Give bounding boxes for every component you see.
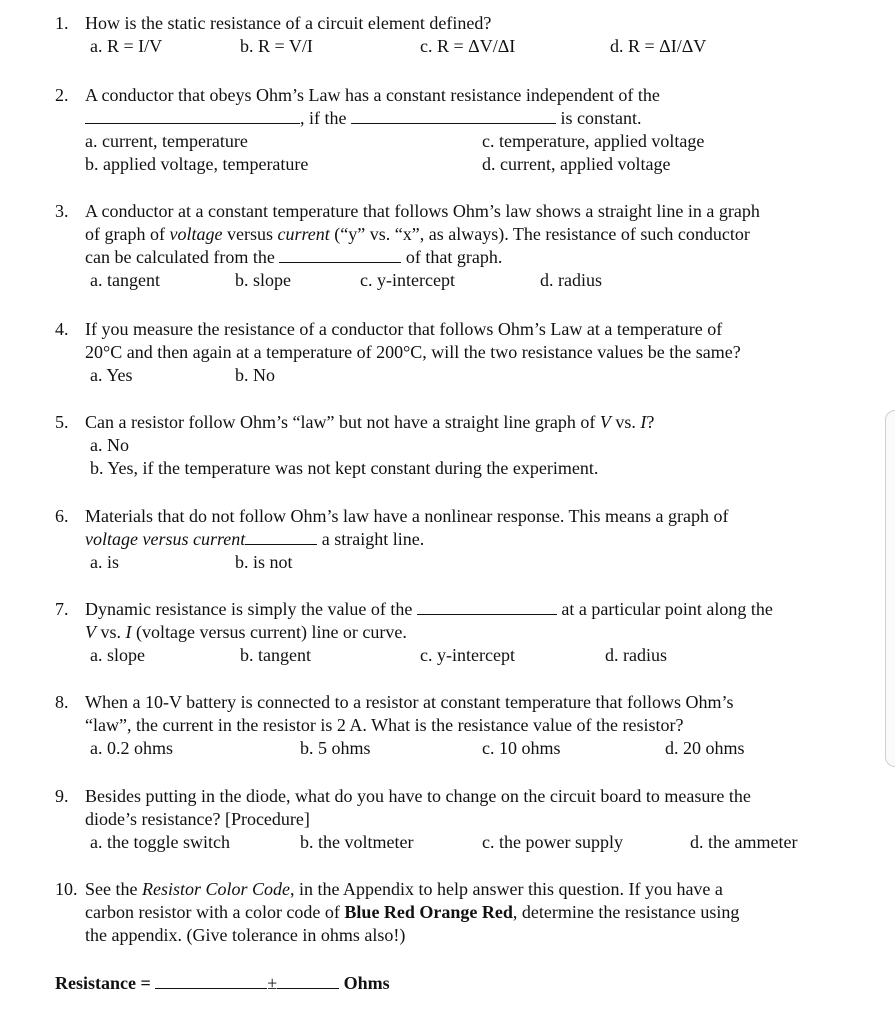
option-a[interactable]: a. Yes: [90, 365, 133, 385]
scrollbar[interactable]: [885, 410, 895, 767]
option-b[interactable]: b. applied voltage, temperature: [85, 154, 309, 174]
option-b[interactable]: b. 5 ohms: [300, 738, 371, 758]
option-b[interactable]: b. tangent: [240, 645, 311, 665]
question-3: 3. A conductor at a constant temperature that follows Ohm’s law shows a straight line in a graph of graph of voltage versus current (“y” vs. “x”, as always). The resistance of such conductor can be calculated from the of that graph. a. tangent b. slope c. y-intercept d. radius: [55, 200, 855, 292]
option-b[interactable]: b. No: [235, 365, 275, 385]
ohms-unit-label: Ohms: [343, 973, 390, 993]
answer-blank[interactable]: [279, 246, 401, 263]
question-4: 4. If you measure the resistance of a conductor that follows Ohm’s Law at a temperature of 20°C and then again at a temperature of 200°C, will the two resistance values be the same? a. Yes b. No: [55, 318, 855, 387]
question-text: Materials that do not follow Ohm’s law have a nonlinear response. This means a graph of: [85, 506, 729, 526]
question-text: See the Resistor Color Code, in the Appendix to help answer this question. If you have a: [85, 879, 723, 899]
option-a[interactable]: a. is: [90, 552, 119, 572]
option-d[interactable]: d. current, applied voltage: [482, 154, 671, 174]
option-c[interactable]: c. y-intercept: [420, 645, 515, 665]
option-b[interactable]: b. R = V/I: [240, 36, 313, 56]
question-number: 6.: [55, 506, 69, 526]
option-c[interactable]: c. the power supply: [482, 832, 623, 852]
question-number: 8.: [55, 692, 69, 712]
option-a[interactable]: a. tangent: [90, 270, 160, 290]
option-c[interactable]: c. y-intercept: [360, 270, 455, 290]
option-d[interactable]: d. 20 ohms: [665, 738, 745, 758]
question-number: 4.: [55, 319, 69, 339]
question-number: 9.: [55, 786, 69, 806]
option-d[interactable]: d. the ammeter: [690, 832, 798, 852]
options-row: [85, 737, 855, 760]
option-a[interactable]: a. No: [90, 435, 129, 455]
answer-blank[interactable]: [85, 107, 300, 124]
option-c[interactable]: c. temperature, applied voltage: [482, 131, 705, 151]
options-row: [85, 644, 855, 667]
answer-blank[interactable]: [417, 598, 557, 615]
plus-minus-sign: ±: [267, 973, 278, 993]
option-d[interactable]: d. R = ΔI/ΔV: [610, 36, 707, 56]
option-a[interactable]: a. current, temperature: [85, 131, 248, 151]
answer-blank[interactable]: [245, 528, 317, 545]
option-b[interactable]: b. slope: [235, 270, 291, 290]
options-row: [85, 269, 855, 292]
question-1: [55, 12, 855, 58]
option-a[interactable]: a. slope: [90, 645, 145, 665]
question-number: 10.: [55, 879, 78, 899]
options-row: [85, 831, 855, 854]
answer-blank[interactable]: [351, 107, 556, 124]
option-d[interactable]: d. radius: [540, 270, 602, 290]
resistance-value-blank[interactable]: [155, 972, 267, 989]
question-text-line2: , if the is constant.: [85, 107, 855, 130]
question-text: A conductor that obeys Ohm’s Law has a constant resistance independent of the: [85, 85, 660, 105]
question-text: Dynamic resistance is simply the value of the at a particular point along the: [85, 599, 773, 619]
question-text: Can a resistor follow Ohm’s “law” but not have a straight line graph of V vs. I?: [85, 412, 655, 432]
option-b[interactable]: b. is not: [235, 552, 293, 572]
options-row: [85, 35, 855, 58]
question-text: A conductor at a constant temperature that follows Ohm’s law shows a straight line in a graph: [85, 201, 760, 221]
question-number: 5.: [55, 412, 69, 432]
question-text: When a 10-V battery is connected to a resistor at constant temperature that follows Ohm’s: [85, 692, 734, 712]
question-10: 10. See the Resistor Color Code, in the Appendix to help answer this question. If you have a carbon resistor with a color code of Blue Red Orange Red, determine the resistance using the appendix. (Give tolerance in ohms also!): [55, 878, 855, 947]
option-c[interactable]: c. 10 ohms: [482, 738, 561, 758]
options-row: [85, 551, 855, 574]
question-text: If you measure the resistance of a conductor that follows Ohm’s Law at a temperature of: [85, 319, 723, 339]
options-row: [85, 364, 855, 387]
option-a[interactable]: a. 0.2 ohms: [90, 738, 173, 758]
question-text: How is the static resistance of a circuit element defined?: [85, 13, 492, 33]
tolerance-value-blank[interactable]: [277, 972, 339, 989]
question-6: 6. Materials that do not follow Ohm’s law have a nonlinear response. This means a graph of voltage versus current a straight line. a. is b. is not: [55, 505, 855, 574]
question-8: 8. When a 10-V battery is connected to a resistor at constant temperature that follows Ohm’s “law”, the current in the resistor is 2 A. What is the resistance value of the resistor? a. 0.2 ohms b. 5 ohms c. 10 ohms d. 20 ohms: [55, 691, 855, 760]
resistance-label: Resistance =: [55, 973, 151, 993]
question-number: 2.: [55, 85, 69, 105]
resistance-answer-row: [55, 972, 855, 995]
question-text: Besides putting in the diode, what do you have to change on the circuit board to measure the: [85, 786, 751, 806]
question-number: 7.: [55, 599, 69, 619]
option-a[interactable]: a. the toggle switch: [90, 832, 230, 852]
option-c[interactable]: c. R = ΔV/ΔI: [420, 36, 516, 56]
option-d[interactable]: d. radius: [605, 645, 667, 665]
option-a[interactable]: a. R = I/V: [90, 36, 163, 56]
question-5: [55, 411, 855, 480]
question-7: 7. Dynamic resistance is simply the value of the at a particular point along the V vs. I (voltage versus current) line or curve. a. slope b. tangent c. y-intercept d. radius: [55, 598, 855, 667]
option-b[interactable]: b. Yes, if the temperature was not kept constant during the experiment.: [90, 458, 599, 478]
question-2: [55, 84, 855, 176]
question-9: 9. Besides putting in the diode, what do you have to change on the circuit board to measure the diode’s resistance? [Procedure] a. the toggle switch b. the voltmeter c. the power supply d. the ammeter: [55, 785, 855, 854]
question-number: 3.: [55, 201, 69, 221]
question-number: 1.: [55, 13, 69, 33]
option-b[interactable]: b. the voltmeter: [300, 832, 414, 852]
